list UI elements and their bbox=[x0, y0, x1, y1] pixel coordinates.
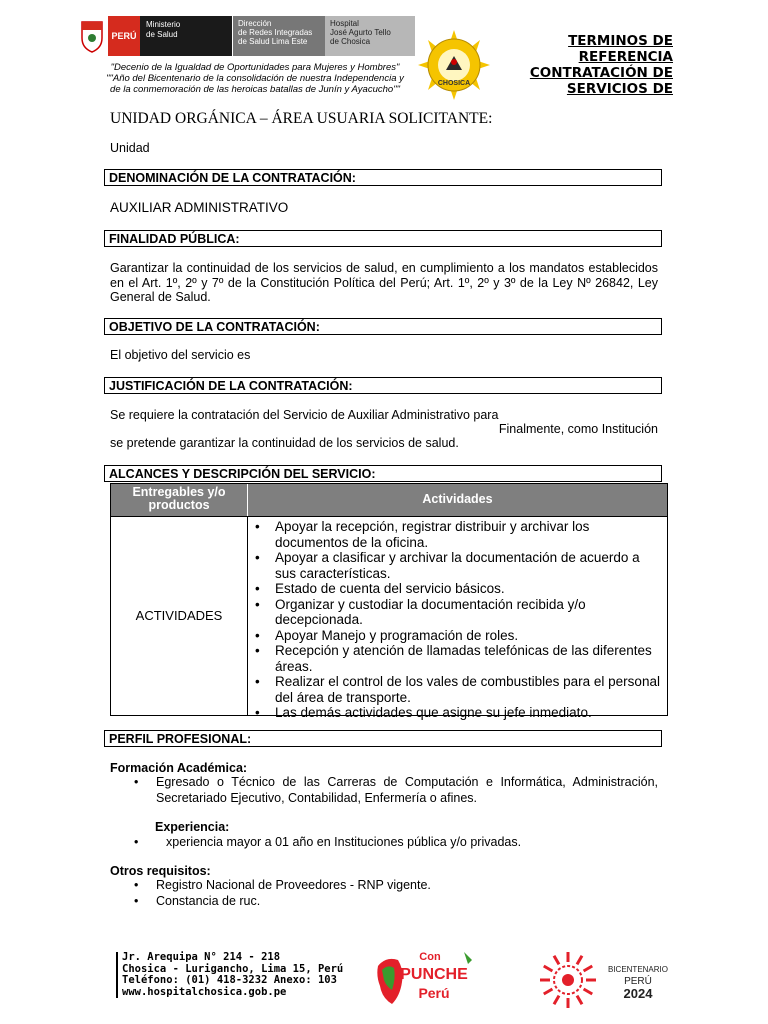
justificacion-line1: Se requiere la contratación del Servicio de Auxiliar Administrativo para bbox=[110, 408, 499, 422]
address-line: www.hospitalchosica.gob.pe bbox=[122, 985, 287, 998]
finalidad-heading: FINALIDAD PÚBLICA: bbox=[104, 230, 662, 247]
table-row-label: ACTIVIDADES bbox=[135, 608, 223, 623]
hospital-logo bbox=[325, 16, 415, 56]
denominacion-value: AUXILIAR ADMINISTRATIVO bbox=[110, 200, 289, 215]
decenio-line: "Decenio de la Igualdad de Oportunidades para Mujeres y Hombres" bbox=[110, 62, 400, 73]
redes-line: de Salud Lima Este bbox=[238, 37, 308, 46]
title-line: CONTRATACIÓN DE bbox=[529, 65, 673, 81]
hospital-line: Hospital bbox=[330, 19, 359, 28]
list-item: • Registro Nacional de Proveedores - RNP vigente. bbox=[130, 878, 658, 894]
address-line: Jr. Arequipa N° 214 - 218 bbox=[122, 951, 281, 963]
justificacion-line3: se pretende garantizar la continuidad de los servicios de salud. bbox=[110, 436, 459, 450]
title-line: TERMINOS DE bbox=[568, 33, 673, 49]
bicentenario-line: 2024 bbox=[623, 986, 653, 1001]
document-title bbox=[505, 33, 673, 95]
list-item: • Apoyar la recepción, registrar distribuir y archivar los documentos de la oficina. bbox=[251, 519, 661, 550]
table-header-actividades: Actividades bbox=[248, 484, 667, 516]
list-item: • Realizar el control de los vales de combustibles para el personal del área de transporte. bbox=[251, 674, 661, 705]
perfil-heading: PERFIL PROFESIONAL: bbox=[104, 730, 662, 747]
punche-line: Perú bbox=[418, 985, 450, 1001]
justificacion-line2: Finalmente, como Institución bbox=[498, 422, 658, 436]
decenio-line: ""Año del Bicentenario de la consolidación de nuestra Independencia y bbox=[106, 73, 404, 84]
list-item: • Estado de cuenta del servicio básicos. bbox=[251, 581, 661, 597]
list-item: • Las demás actividades que asigne su jefe inmediato. bbox=[251, 705, 661, 721]
address-line: Teléfono: (01) 418-3232 Anexo: 103 bbox=[122, 974, 337, 986]
formacion-list bbox=[130, 775, 658, 806]
unidad-value: Unidad bbox=[110, 141, 150, 155]
address-line: Chosica - Lurigancho, Lima 15, Perú bbox=[122, 962, 344, 975]
table-header-entregables: Entregables y/o productos bbox=[111, 484, 247, 516]
activities-list bbox=[251, 519, 661, 721]
bicentenario-logo bbox=[536, 950, 672, 1010]
peru-coat-of-arms-icon bbox=[80, 18, 104, 54]
peru-logo: PERÚ bbox=[108, 16, 140, 56]
experiencia-label: Experiencia: bbox=[155, 820, 230, 834]
con-punche-peru-logo bbox=[372, 946, 480, 1010]
unidad-heading: UNIDAD ORGÁNICA – ÁREA USUARIA SOLICITANTE: bbox=[110, 110, 493, 127]
formacion-label: Formación Académica: bbox=[110, 761, 248, 775]
list-item: • Recepción y atención de llamadas telefónicas de las diferentes áreas. bbox=[251, 643, 661, 674]
seal-label: CHOSICA bbox=[437, 80, 471, 87]
redes-logo bbox=[233, 16, 325, 56]
list-item: • xperiencia mayor a 01 año en Instituciones pública y/o privadas. bbox=[130, 835, 658, 851]
table-divider bbox=[247, 516, 248, 715]
title-line: REFERENCIA bbox=[578, 49, 673, 65]
objetivo-heading: OBJETIVO DE LA CONTRATACIÓN: bbox=[104, 318, 662, 335]
list-item: • Apoyar Manejo y programación de roles. bbox=[251, 628, 661, 644]
punche-line: PUNCHE bbox=[400, 966, 468, 983]
finalidad-text: Garantizar la continuidad de los servicios de salud, en cumplimiento a los mandatos establecidos en el Art. 1º, 2º y 7º de la Constitución Política del Perú; Art. 1º, 2º y 3º de la Ley Nº 26842, Ley General de Salud. bbox=[110, 261, 658, 304]
hospital-line: José Agurto Tello bbox=[330, 28, 391, 37]
otros-label: Otros requisitos: bbox=[110, 864, 211, 878]
list-item: • Organizar y custodiar la documentación recibida y/o decepcionada. bbox=[251, 597, 661, 628]
ministerio-line: de Salud bbox=[146, 30, 178, 39]
punche-line: Con bbox=[419, 951, 441, 963]
list-item: • Egresado o Técnico de las Carreras de Computación e Informática, Administración, Secretariado Ejecutivo, Contabilidad, Enfermería o afines. bbox=[130, 775, 658, 806]
redes-line: Dirección bbox=[238, 19, 272, 28]
alcances-heading: ALCANCES Y DESCRIPCIÓN DEL SERVICIO: bbox=[104, 465, 662, 482]
list-item: • Constancia de ruc. bbox=[130, 894, 658, 910]
objetivo-text: El objetivo del servicio es bbox=[110, 348, 251, 362]
experiencia-list bbox=[130, 835, 658, 851]
bicentenario-line: BICENTENARIO bbox=[607, 965, 669, 974]
activities-table bbox=[110, 483, 668, 720]
bicentenario-line: PERÚ bbox=[624, 976, 652, 987]
ministerio-logo bbox=[140, 16, 232, 56]
decenio-line: de la conmemoración de las heroicas batallas de Junín y Ayacucho"" bbox=[110, 84, 400, 95]
list-item: • Apoyar a clasificar y archivar la documentación de acuerdo a sus características. bbox=[251, 550, 661, 581]
justificacion-heading: JUSTIFICACIÓN DE LA CONTRATACIÓN: bbox=[104, 377, 662, 394]
hospital-seal-icon bbox=[414, 30, 494, 100]
denominacion-heading: DENOMINACIÓN DE LA CONTRATACIÓN: bbox=[104, 169, 662, 186]
ministerio-line: Ministerio bbox=[146, 20, 181, 29]
footer-address bbox=[116, 952, 343, 998]
otros-list bbox=[130, 878, 658, 909]
title-line: SERVICIOS DE bbox=[566, 81, 673, 95]
decenio-text bbox=[90, 62, 420, 95]
redes-line: de Redes Integradas bbox=[238, 28, 313, 37]
hospital-line: de Chosica bbox=[330, 37, 371, 46]
